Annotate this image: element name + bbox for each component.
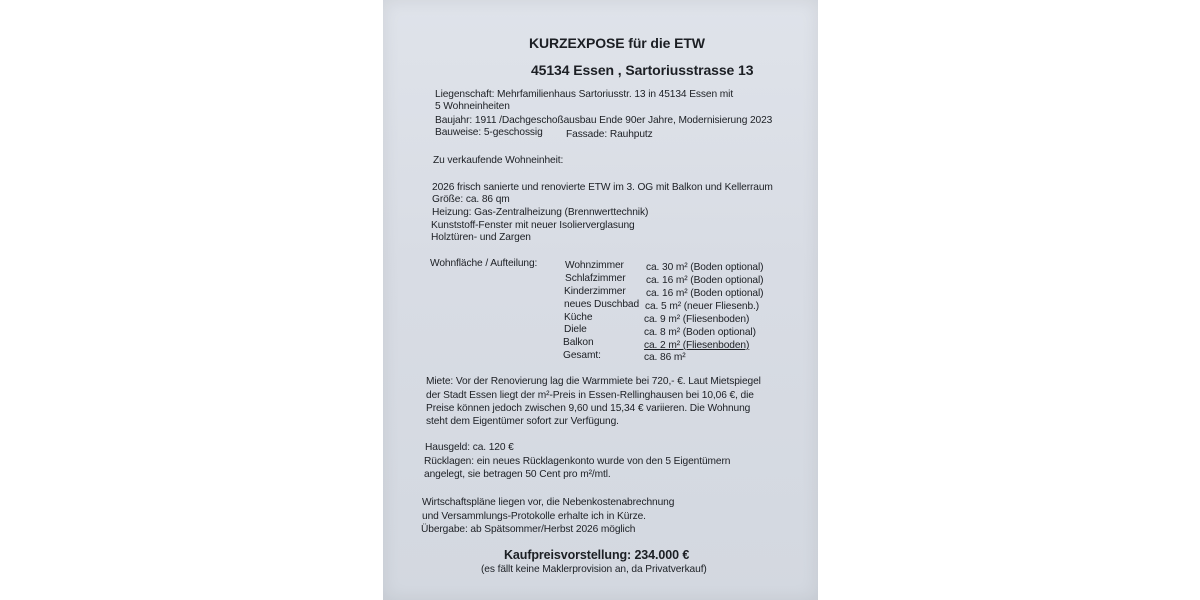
- room-size: ca. 16 m² (Boden optional): [646, 288, 764, 299]
- document-address: 45134 Essen , Sartoriusstrasse 13: [531, 62, 754, 78]
- room-name: Wohnzimmer: [565, 260, 624, 271]
- unit-line: 2026 frisch sanierte und renovierte ETW im 3. OG mit Balkon und Kellerraum: [432, 182, 773, 193]
- document-title: KURZEXPOSE für die ETW: [529, 35, 705, 51]
- docs-line: Übergabe: ab Spätsommer/Herbst 2026 möglich: [421, 524, 636, 535]
- room-size: ca. 8 m² (Boden optional): [644, 327, 756, 338]
- room-size: ca. 16 m² (Boden optional): [646, 275, 764, 286]
- property-line-1: Liegenschaft: Mehrfamilienhaus Sartoriusstr. 13 in 45134 Essen mit: [435, 89, 734, 100]
- room-name: Kinderzimmer: [564, 286, 626, 297]
- rent-line: Preise können jedoch zwischen 9,60 und 15,34 € variieren. Die Wohnung: [426, 403, 751, 414]
- rent-line: steht dem Eigentümer sofort zur Verfügung.: [426, 416, 619, 427]
- unit-heading: Zu verkaufende Wohneinheit:: [433, 155, 564, 166]
- rent-line: der Stadt Essen liegt der m²-Preis in Essen-Rellinghausen bei 10,06 €, die: [426, 390, 754, 401]
- unit-line: Größe: ca. 86 qm: [432, 194, 510, 205]
- expose-document: [383, 0, 818, 600]
- room-name: Diele: [564, 324, 587, 335]
- rent-line: Miete: Vor der Renovierung lag die Warmmiete bei 720,- €. Laut Mietspiegel: [426, 376, 761, 387]
- unit-line: Kunststoff-Fenster mit neuer Isolierverglasung: [431, 220, 635, 231]
- unit-line: Heizung: Gas-Zentralheizung (Brennwerttechnik): [432, 207, 649, 218]
- property-line-3: Baujahr: 1911 /Dachgeschoßausbau Ende 90er Jahre, Modernisierung 2023: [435, 115, 773, 126]
- room-size: ca. 2 m² (Fliesenboden): [644, 340, 750, 351]
- property-fassade: Fassade: Rauhputz: [566, 129, 653, 140]
- room-total-size: ca. 86 m²: [644, 352, 686, 363]
- unit-line: Holztüren- und Zargen: [431, 232, 531, 243]
- costs-line: angelegt, sie betragen 50 Cent pro m²/mtl.: [424, 469, 611, 480]
- room-name: neues Duschbad: [564, 299, 640, 310]
- room-size: ca. 30 m² (Boden optional): [646, 262, 764, 273]
- asking-price: Kaufpreisvorstellung: 234.000 €: [504, 548, 690, 562]
- room-total-label: Gesamt:: [563, 350, 601, 361]
- property-line-2: 5 Wohneinheiten: [435, 101, 510, 112]
- property-bauweise: Bauweise: 5-geschossig: [435, 127, 543, 138]
- commission-note: (es fällt keine Maklerprovision an, da Privatverkauf): [481, 564, 707, 575]
- docs-line: und Versammlungs-Protokolle erhalte ich in Kürze.: [422, 511, 646, 522]
- room-name: Schlafzimmer: [565, 273, 626, 284]
- room-name: Balkon: [563, 337, 594, 348]
- costs-line: Hausgeld: ca. 120 €: [425, 442, 514, 453]
- costs-line: Rücklagen: ein neues Rücklagenkonto wurde von den 5 Eigentümern: [424, 456, 731, 467]
- docs-line: Wirtschaftspläne liegen vor, die Nebenkostenabrechnung: [422, 497, 675, 508]
- room-size: ca. 5 m² (neuer Fliesenb.): [645, 301, 760, 312]
- rooms-label: Wohnfläche / Aufteilung:: [430, 258, 538, 269]
- room-name: Küche: [564, 312, 593, 323]
- room-size: ca. 9 m² (Fliesenboden): [644, 314, 750, 325]
